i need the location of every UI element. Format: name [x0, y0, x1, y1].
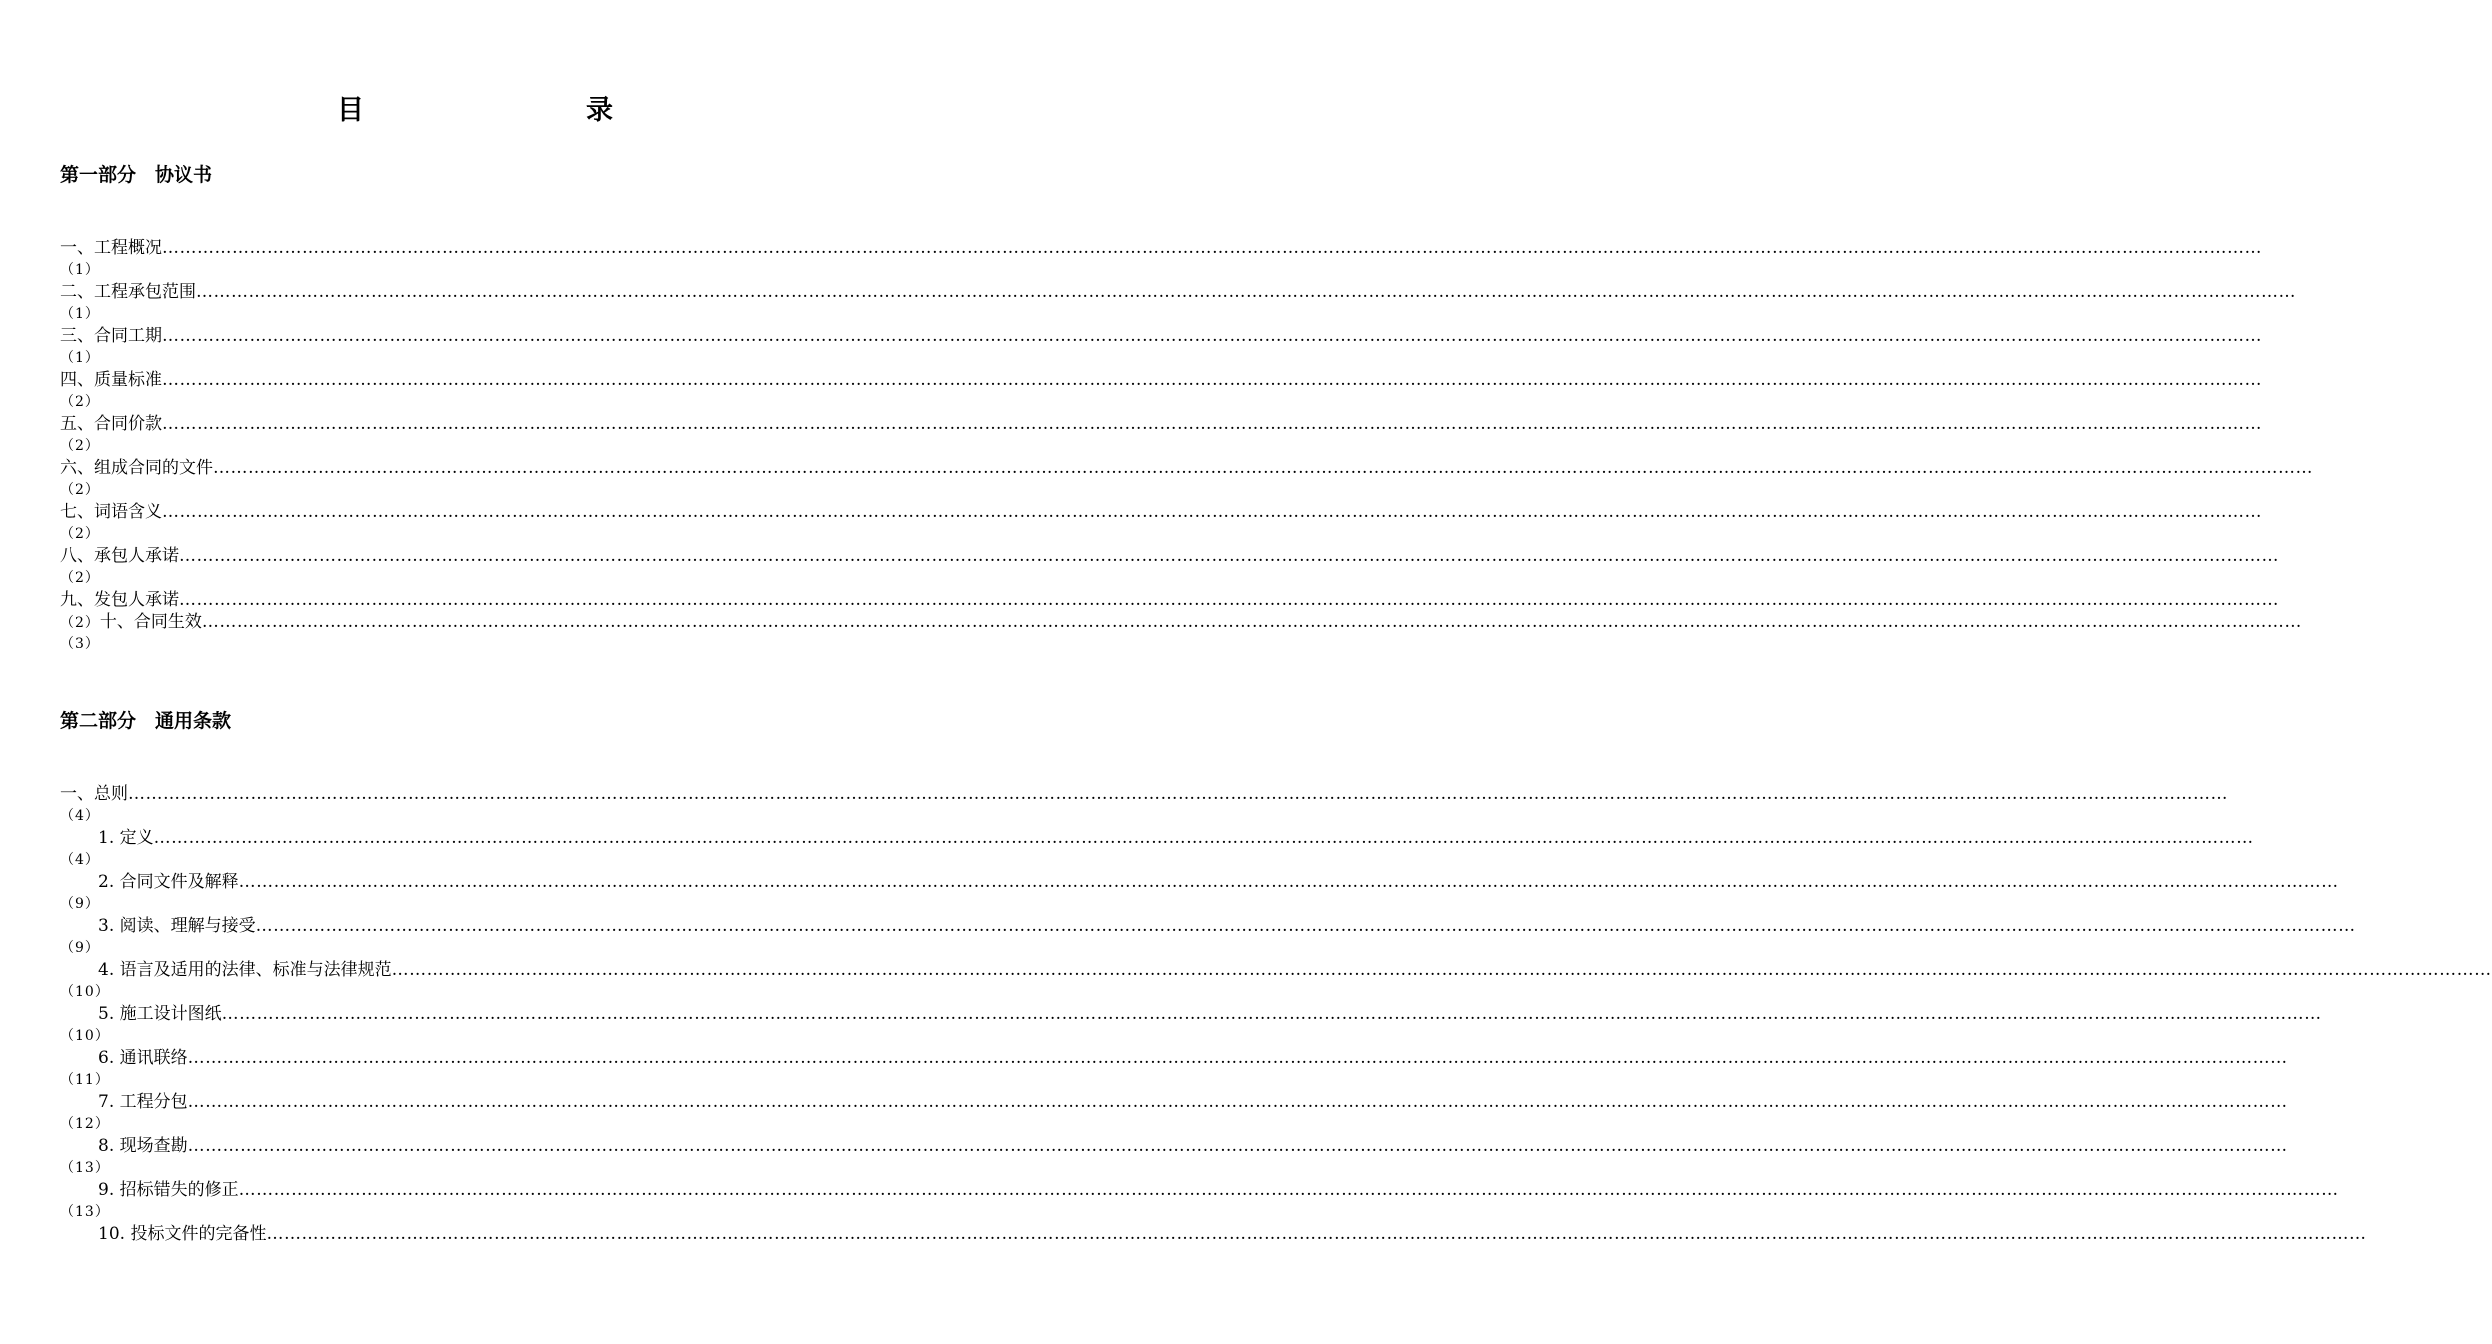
- toc-page-number: （13）: [60, 1204, 110, 1220]
- toc-label: 6. 通讯联络: [98, 1048, 188, 1068]
- leader-dots: ………………………………………………………………………………………………………………………………………………………………………………………………………………………………………………………………………………………………………………………………: [187, 1092, 2288, 1112]
- leader-dots: ………………………………………………………………………………………………………………………………………………………………………………………………………………………………………………………………………………………………………………………………: [255, 916, 2356, 936]
- leader-dots: ………………………………………………………………………………………………………………………………………………………………………………………………………………………………………………………………………………………………………………………………: [162, 502, 2262, 522]
- toc-page-number: （9）: [60, 940, 100, 956]
- page-title: 目 录: [337, 95, 669, 126]
- toc-label: 九、发包人承诺: [60, 590, 179, 610]
- toc-entry[interactable]: [60, 915, 2356, 937]
- part1-heading: 第一部分 协议书: [60, 164, 213, 186]
- toc-entry[interactable]: [60, 369, 2262, 391]
- toc-entry[interactable]: [60, 589, 2279, 611]
- leader-dots: ………………………………………………………………………………………………………………………………………………………………………………………………………………………………………………………………………………………………………………………………: [196, 282, 2296, 302]
- toc-entry[interactable]: [60, 959, 2492, 981]
- toc-entry[interactable]: [60, 545, 2279, 567]
- toc-entry[interactable]: [60, 611, 2302, 633]
- toc-entry[interactable]: [60, 783, 2228, 805]
- toc-label: 10. 投标文件的完备性: [98, 1224, 267, 1244]
- toc-entry[interactable]: [60, 413, 2262, 435]
- toc-entry[interactable]: [60, 871, 2339, 893]
- toc-label: 三、合同工期: [60, 326, 162, 346]
- toc-label: 八、承包人承诺: [60, 546, 179, 566]
- toc-label: 2. 合同文件及解释: [98, 872, 239, 892]
- toc-page-number: （1）: [60, 350, 100, 366]
- leader-dots: ………………………………………………………………………………………………………………………………………………………………………………………………………………………………………………………………………………………………………………………………: [221, 1004, 2322, 1024]
- leader-dots: ………………………………………………………………………………………………………………………………………………………………………………………………………………………………………………………………………………………………………………………………: [128, 784, 2228, 804]
- toc-entry[interactable]: [60, 281, 2296, 303]
- toc-label: 二、工程承包范围: [60, 282, 196, 302]
- toc-entry[interactable]: [60, 1091, 2288, 1113]
- toc-label: 7. 工程分包: [98, 1092, 188, 1112]
- toc-page-number: （3）: [60, 636, 100, 652]
- leader-dots: ………………………………………………………………………………………………………………………………………………………………………………………………………………………………………………………………………………………………………………………………: [238, 872, 2339, 892]
- toc-entry[interactable]: [60, 1223, 2367, 1245]
- toc-page-number: （9）: [60, 896, 100, 912]
- leader-dots: ………………………………………………………………………………………………………………………………………………………………………………………………………………………………………………………………………………………………………………………………: [153, 828, 2254, 848]
- toc-page-number: （11）: [60, 1072, 110, 1088]
- toc-page-number: （1）: [60, 306, 100, 322]
- toc-entry[interactable]: [60, 325, 2262, 347]
- toc-entry[interactable]: [60, 501, 2262, 523]
- toc-entry[interactable]: [60, 1179, 2339, 1201]
- toc-page-number: （2）: [60, 438, 100, 454]
- toc-page-number: （1）: [60, 262, 100, 278]
- toc-entry[interactable]: [60, 1135, 2288, 1157]
- toc-label: 4. 语言及适用的法律、标准与法律规范: [98, 960, 392, 980]
- toc-label: 四、质量标准: [60, 370, 162, 390]
- toc-page-number: （12）: [60, 1116, 110, 1132]
- leader-dots: ………………………………………………………………………………………………………………………………………………………………………………………………………………………………………………………………………………………………………………………………: [187, 1136, 2288, 1156]
- leader-dots: ………………………………………………………………………………………………………………………………………………………………………………………………………………………………………………………………………………………………………………………………: [162, 238, 2262, 258]
- toc-page-number: （2）: [60, 526, 100, 542]
- toc-entry[interactable]: [60, 457, 2313, 479]
- toc-label: 十、合同生效: [99, 612, 202, 632]
- toc-page-number: （2）: [60, 570, 100, 586]
- toc-label: 1. 定义: [98, 828, 154, 848]
- toc-page-number: （10）: [60, 984, 110, 1000]
- toc-page-number-inline: （2）: [60, 615, 100, 631]
- toc-entry[interactable]: [60, 1047, 2288, 1069]
- leader-dots: ………………………………………………………………………………………………………………………………………………………………………………………………………………………………………………………………………………………………………………………………: [179, 546, 2279, 566]
- leader-dots: ………………………………………………………………………………………………………………………………………………………………………………………………………………………………………………………………………………………………………………………………: [201, 612, 2302, 632]
- leader-dots: ………………………………………………………………………………………………………………………………………………………………………………………………………………………………………………………………………………………………………………………………: [162, 370, 2262, 390]
- leader-dots: ………………………………………………………………………………………………………………………………………………………………………………………………………………………………………………………………………………………………………………………………: [213, 458, 2313, 478]
- leader-dots: ………………………………………………………………………………………………………………………………………………………………………………………………………………………………………………………………………………………………………………………………: [179, 590, 2279, 610]
- toc-page-number: （13）: [60, 1160, 110, 1176]
- leader-dots: ………………………………………………………………………………………………………………………………………………………………………………………………………………………………………………………………………………………………………………………………: [238, 1180, 2339, 1200]
- toc-label: 3. 阅读、理解与接受: [98, 916, 256, 936]
- toc-page-number: （4）: [60, 852, 100, 868]
- leader-dots: ………………………………………………………………………………………………………………………………………………………………………………………………………………………………………………………………………………………………………………………………: [187, 1048, 2288, 1068]
- toc-label: 七、词语含义: [60, 502, 162, 522]
- toc-label: 5. 施工设计图纸: [98, 1004, 222, 1024]
- toc-label: 一、工程概况: [60, 238, 162, 258]
- leader-dots: ………………………………………………………………………………………………………………………………………………………………………………………………………………………………………………………………………………………………………………………………: [391, 960, 2492, 980]
- toc-entry[interactable]: [60, 827, 2254, 849]
- toc-page-number: （2）: [60, 394, 100, 410]
- toc-label: 一、总则: [60, 784, 128, 804]
- toc-label: 9. 招标错失的修正: [98, 1180, 239, 1200]
- toc-page-number: （10）: [60, 1028, 110, 1044]
- toc-entry[interactable]: [60, 237, 2262, 259]
- leader-dots: ………………………………………………………………………………………………………………………………………………………………………………………………………………………………………………………………………………………………………………………………: [162, 414, 2262, 434]
- toc-label: 五、合同价款: [60, 414, 162, 434]
- toc-label: 六、组成合同的文件: [60, 458, 213, 478]
- toc-entry[interactable]: [60, 1003, 2322, 1025]
- leader-dots: ………………………………………………………………………………………………………………………………………………………………………………………………………………………………………………………………………………………………………………………………: [266, 1224, 2367, 1244]
- toc-page-number: （4）: [60, 808, 100, 824]
- leader-dots: ………………………………………………………………………………………………………………………………………………………………………………………………………………………………………………………………………………………………………………………………: [162, 326, 2262, 346]
- toc-page-number: （2）: [60, 482, 100, 498]
- toc-label: 8. 现场查勘: [98, 1136, 188, 1156]
- part2-heading: 第二部分 通用条款: [60, 710, 232, 732]
